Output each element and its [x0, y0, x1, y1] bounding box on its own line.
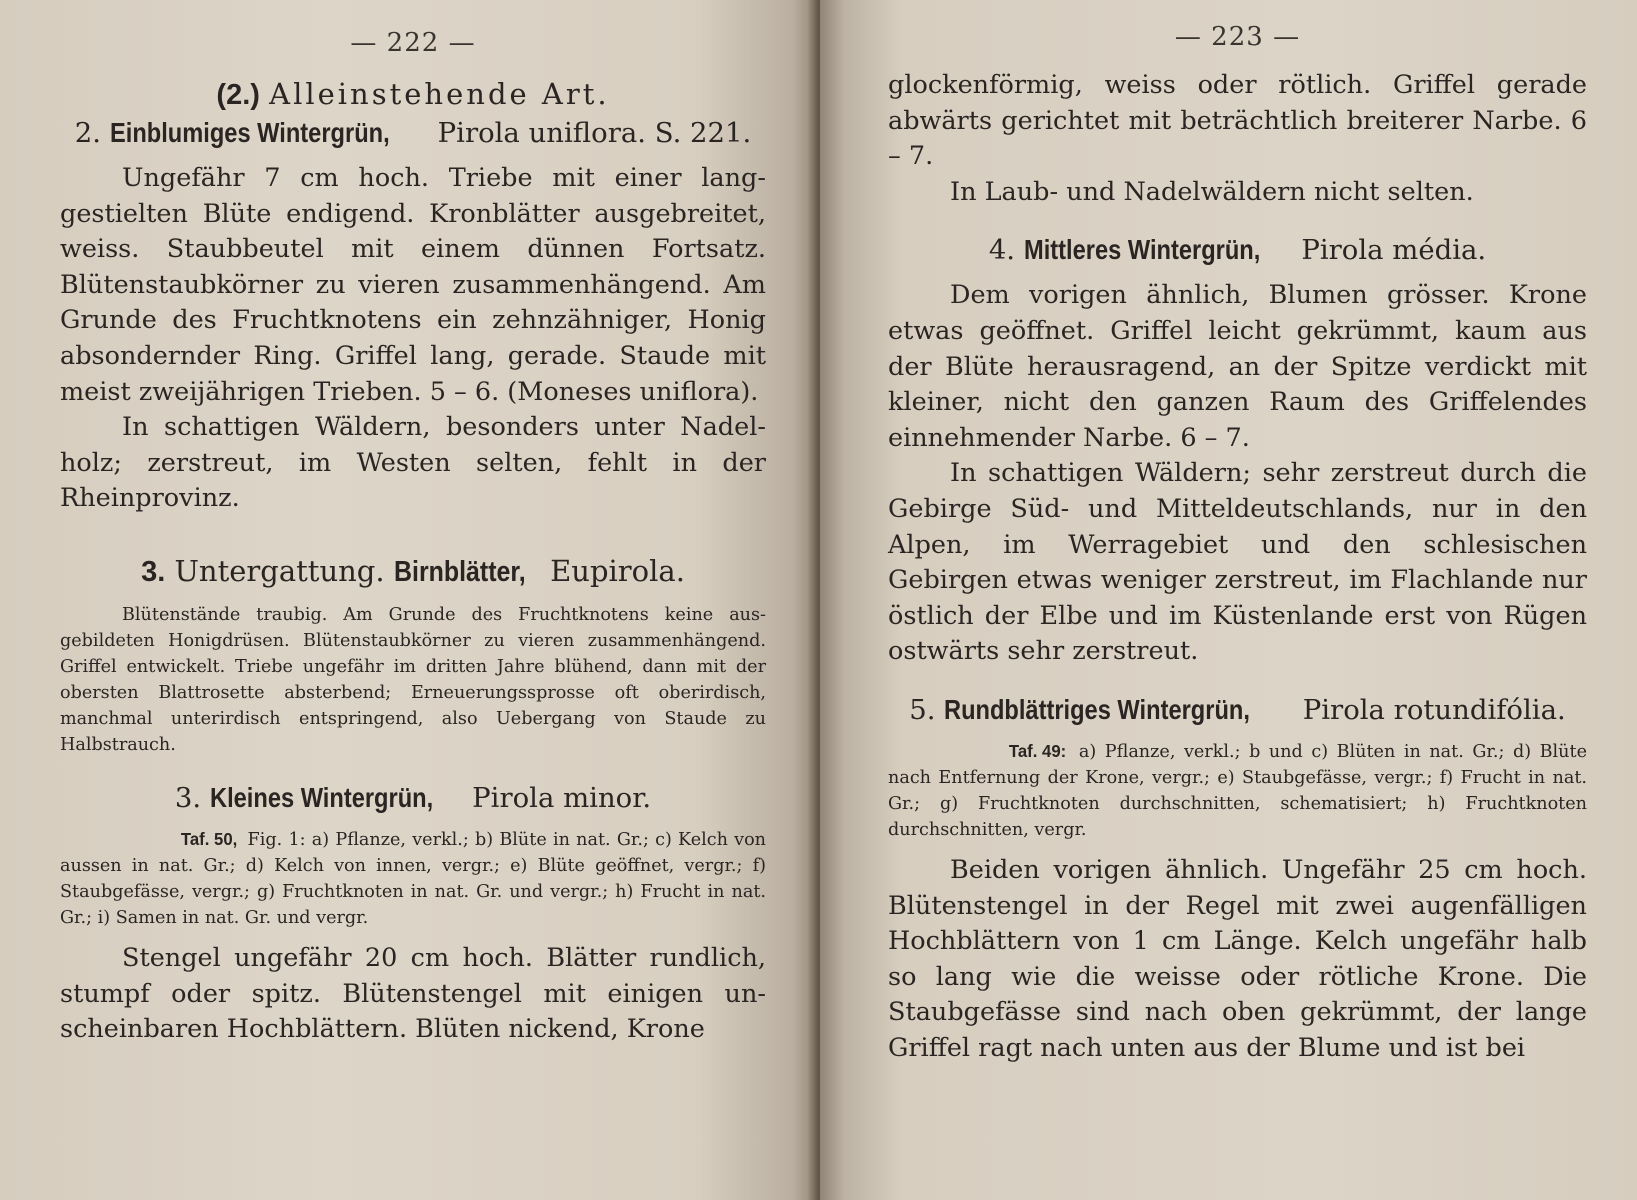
species-3-description: Stengel ungefähr 20 cm hoch. Blätter rundlich, stumpf oder spitz. Blütenstengel mit einigen unscheinbaren Hochblättern. Blüten nickend, Krone — [60, 942, 766, 1045]
species-5-heading — [888, 692, 1587, 728]
continuation-text: glockenförmig, weiss oder rötlich. Griffel gerade abwärts gerichtet mit beträchtlich breiterer Narbe. 6 – 7. — [888, 70, 1587, 172]
species-2-latin: Pirola uniflora. S. 221. — [437, 117, 752, 149]
species-3-latin: Pirola minor. — [472, 781, 652, 814]
species-3-name: Kleines Wintergrün, — [209, 781, 434, 813]
species-5-plate-label: Taf. 49: — [1008, 740, 1067, 761]
species-5-name: Rundblättriges Wintergrün, — [944, 693, 1251, 725]
species-2-number: 2. — [74, 117, 101, 149]
group-heading-text: Alleinstehende Art. — [269, 77, 610, 111]
species-5-description: Beiden vorigen ähnlich. Ungefähr 25 cm hoch. Blütenstengel in der Regel mit zwei augenfälligen Hochblättern von 1 cm Länge. Kelch ungefähr halb so lang wie die weisse oder rötliche Krone. Die Staubgefässe sind nach oben gekrümmt, der lange Griffel ragt nach unten aus der Blume und ist bei — [888, 854, 1587, 1063]
subgenus-latin: Eupirola. — [550, 553, 685, 588]
species-3-number: 3. — [174, 781, 202, 814]
species-2-name: Einblumiges Wintergrün, — [109, 117, 390, 148]
subgenus-number: 3. — [141, 555, 166, 588]
page-number-right: — 223 — — [1174, 22, 1301, 52]
left-page — [0, 0, 818, 1200]
species-4-description: Dem vorigen ähnlich, Blumen grösser. Krone etwas geöffnet. Griffel leicht gekrümmt, kaum aus der Blüte herausragend, an der Spitze verdickt mit kleiner, nicht den ganzen Raum des Griffelendes einnehmender Narbe. 6 – 7. — [888, 280, 1587, 453]
species-3-plate-text: Fig. 1: a) Pflanze, verkl.; b) Blüte in nat. Gr.; c) Kelch von aussen in nat. Gr.; d) Kelch von innen, vergr.; e) Blüte geöffnet, vergr.; f) Staubgefässe, vergr.; g) Fruchtknoten in nat. Gr. und vergr.; h) Frucht in nat. Gr.; i) Samen in nat. Gr. und vergr. — [60, 829, 766, 928]
species-5-latin: Pirola rotundifólia. — [1302, 693, 1566, 726]
subgenus-label: Untergattung. — [174, 553, 385, 588]
species-2-description: Ungefähr 7 cm hoch. Triebe mit einer langgestielten Blüte endigend. Kronblätter ausgebreitet, weiss. Staubbeutel mit einem dünnen Fortsatz. Blütenstaubkörner zu vieren zusammenhängend. Am Grunde des Fruchtknotens ein zehnzähniger, Honig absondernder Ring. Griffel lang, gerade. Staude mit meist zweijährigen Trieben. 5 – 6. (Moneses uniflora). — [60, 163, 766, 407]
right-page — [820, 0, 1637, 1200]
subgenus-description: Blütenstände traubig. Am Grunde des Fruchtknotens keine ausgebildeten Honigdrüsen. Blütenstaubkörner zu vieren zusammenhängend. Griffel entwickelt. Triebe ungefähr im dritten Jahre blühend, dann mit der obersten Blattrosette absterbend; Erneuerungssprosse oft oberirdisch, manchmal unterirdisch entspringend, also Uebergang von Staude zu Halbstrauch. — [60, 604, 766, 755]
species-3-plate-label: Taf. 50, — [180, 828, 238, 849]
species-2-heading — [60, 115, 766, 151]
page-number-left: — 222 — — [350, 28, 476, 58]
species-3-heading — [60, 780, 766, 816]
species-5-plate-text: a) Pflanze, verkl.; b und c) Blüten in nat. Gr.; d) Blüte nach Entfernung der Krone, vergr.; e) Staubgefässe, vergr.; f) Frucht in nat. Gr.; g) Fruchtknoten durchschnitten, schematisiert; h) Fruchtknoten durchschnitten, vergr. — [888, 741, 1588, 840]
species-4-habitat: In schattigen Wäldern; sehr zerstreut durch die Gebirge Süd- und Mitteldeutschlands, nur in den Alpen, im Werragebiet und den schlesischen Gebirgen etwas weniger zerstreut, im Flachlande nur östlich der Elbe und im Küstenlande erst von Rügen ostwärts sehr zerstreut. — [888, 458, 1587, 667]
species-3-plate-note — [60, 826, 766, 931]
group-heading — [60, 74, 766, 115]
species-4-number: 4. — [988, 234, 1016, 267]
subgenus-heading — [60, 551, 766, 592]
species-4-heading — [888, 232, 1587, 268]
continuation-habitat: In Laub- und Nadelwäldern nicht selten. — [950, 176, 1474, 207]
species-4-latin: Pirola média. — [1301, 234, 1487, 267]
species-4-name: Mittleres Wintergrün, — [1023, 234, 1261, 266]
subgenus-name: Birnblätter, — [393, 555, 526, 588]
species-2-habitat: In schattigen Wäldern, besonders unter Nadelholz; zerstreut, im Westen selten, fehlt in der Rheinprovinz. — [60, 412, 766, 514]
species-5-plate-note — [888, 738, 1587, 843]
group-heading-number: (2.) — [216, 79, 260, 111]
species-5-number: 5. — [909, 693, 936, 726]
